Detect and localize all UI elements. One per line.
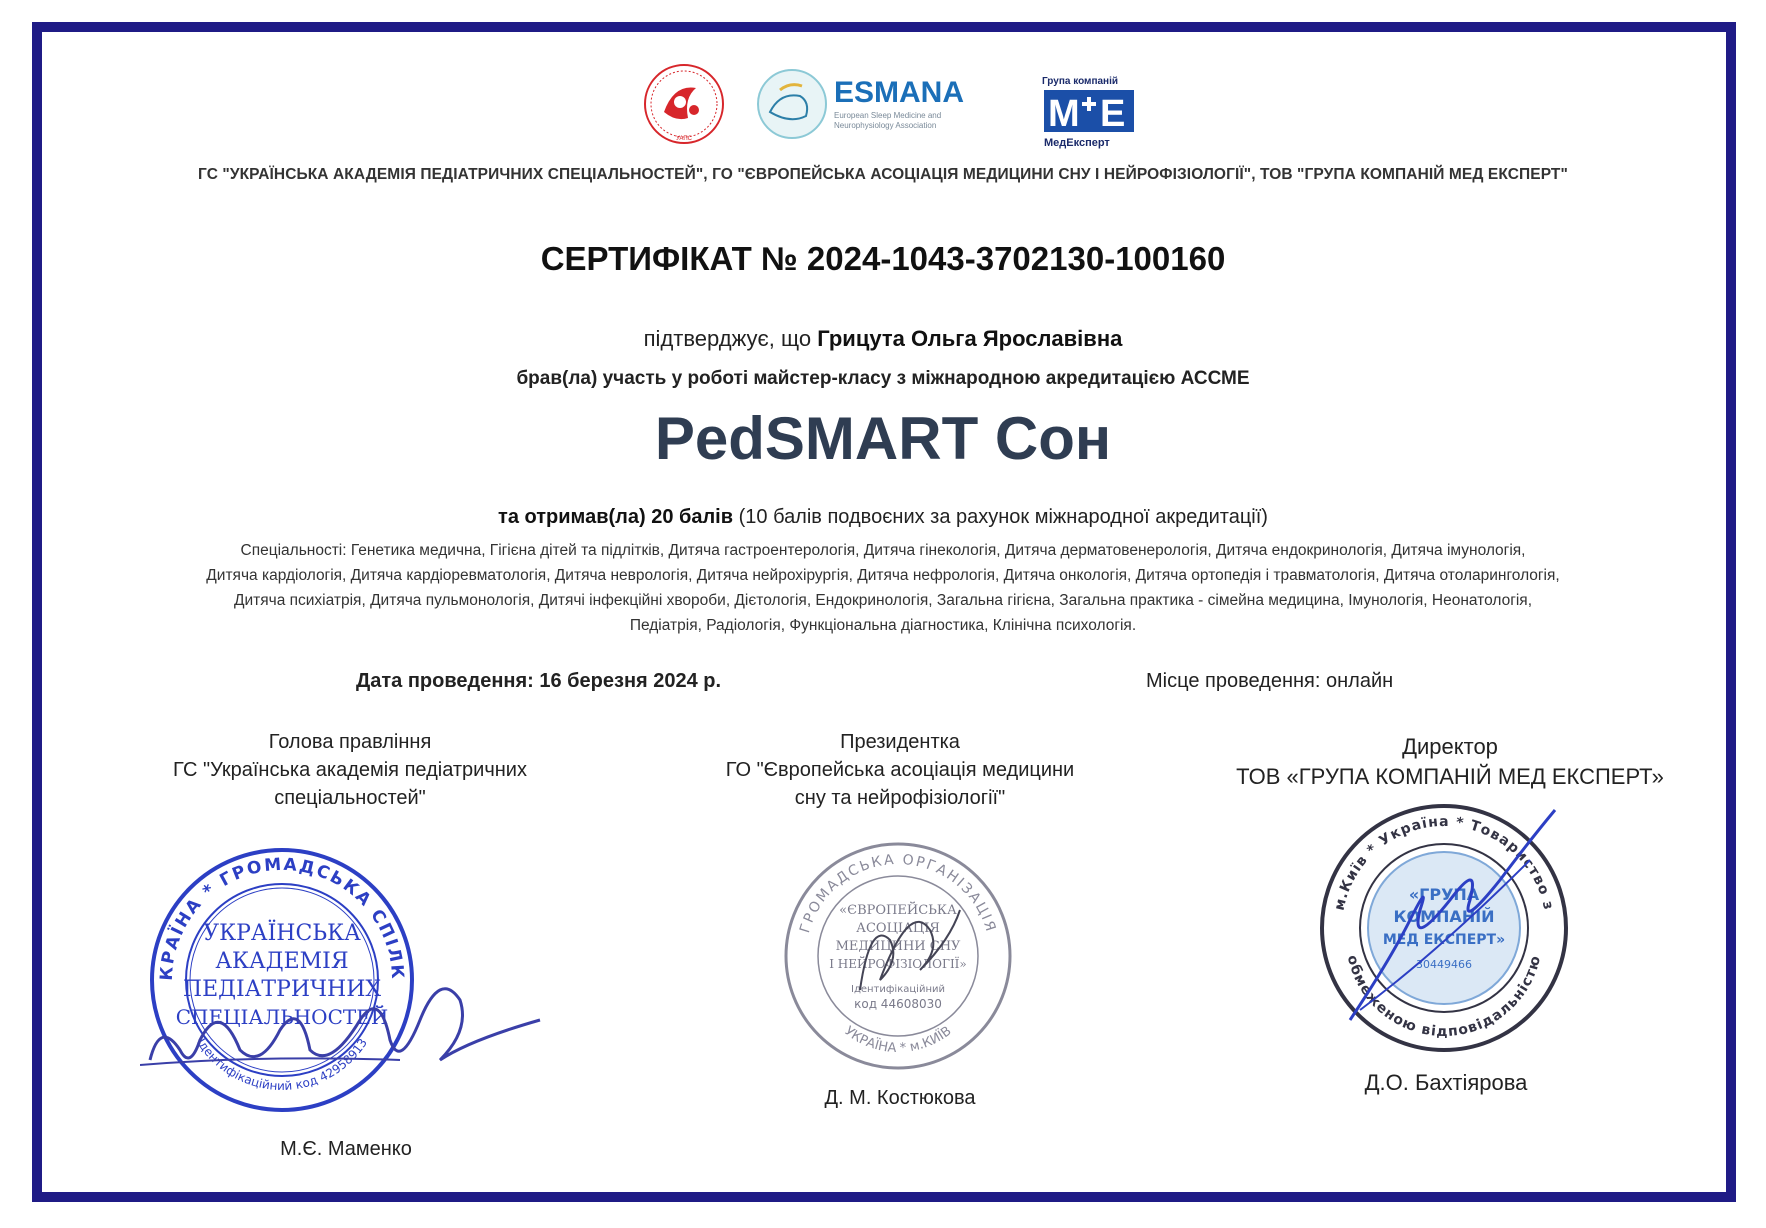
- svg-text:М: М: [1048, 93, 1080, 135]
- signatory-2-title: [640, 728, 1160, 812]
- esmana-subtitle-1: European Sleep Medicine and: [834, 111, 942, 120]
- points-bold: та отримав(ла) 20 балів: [498, 506, 734, 528]
- signatory-2-org-cont: сну та нейрофізіології": [794, 787, 1006, 809]
- signatory-2-position: Президентка: [840, 731, 960, 753]
- seal-1-center: ПЕДІАТРИЧНИХ: [182, 977, 382, 1002]
- svg-text:Е: Е: [1100, 93, 1126, 135]
- certificate-title: СЕРТИФІКАТ № 2024-1043-3702130-100160: [540, 240, 1226, 277]
- medexpert-logo: [1042, 76, 1134, 149]
- seal-1-center: АКАДЕМІЯ: [215, 949, 349, 974]
- esmana-title: ESMANA: [834, 76, 965, 109]
- seal-1-ring-top: КРАЇНА * ГРОМАДСЬКА СПІЛК: [156, 854, 408, 982]
- seal-3-ring-bottom: обмеженою відповідальністю: [1343, 953, 1545, 1041]
- seal-3-center: КОМПАНІЙ: [1393, 907, 1495, 926]
- signature-3: [1330, 800, 1570, 1040]
- medexpert-bottom: МедЕксперт: [1044, 137, 1110, 149]
- signatory-2-name: Д. М. Костюкова: [824, 1087, 976, 1109]
- organizations-line: ГС "УКРАЇНСЬКА АКАДЕМІЯ ПЕДІАТРИЧНИХ СПЕЦІАЛЬНОСТЕЙ", ГО "ЄВРОПЕЙСЬКА АСОЦІАЦІЯ МЕДИЦИНИ СНУ І НЕЙРОФІЗІОЛОГІЇ", ТОВ "ГРУПА КОМПАНІЙ МЕД ЕКСПЕРТ": [198, 166, 1568, 183]
- seal-2-ring-bottom: УКРАЇНА * м.КИЇВ: [841, 1023, 955, 1057]
- signature-1: [140, 960, 560, 1090]
- confirm-prefix: підтверджує, що: [643, 326, 812, 351]
- specialties-line: Дитяча кардіологія, Дитяча кардіоревматологія, Дитяча неврологія, Дитяча нейрохірургія, Дитяча нефрологія, Дитяча онкологія, Дитяча ортопедія і травматологія, Дитяча отоларингологія,: [206, 567, 1560, 584]
- recipient-name: Грицута Ольга Ярославівна: [817, 326, 1123, 351]
- seal-3-code: 30449466: [1416, 958, 1472, 971]
- seal-2-center: І НЕЙРОФІЗІОЛОГІЇ»: [829, 957, 967, 971]
- seal-2-ring-top: ГРОМАДСЬКА ОРГАНІЗАЦІЯ: [797, 851, 999, 935]
- seal-2-code: код 44608030: [854, 997, 942, 1011]
- signatory-1-name: М.Є. Маменко: [280, 1138, 412, 1160]
- signatory-3-name: Д.О. Бахтіярова: [1364, 1070, 1528, 1095]
- seal-2-center: «ЄВРОПЕЙСЬКА: [839, 903, 957, 918]
- seal-3-center: МЕД ЕКСПЕРТ»: [1382, 932, 1506, 948]
- specialties-line: Спеціальності: Генетика медична, Гігієна дітей та підлітків, Дитяча гастроентерологія, Дитяча гінекологія, Дитяча дерматовенерологія, Дитяча ендокринологія, Дитяча імунологія,: [240, 542, 1526, 559]
- specialties-line: Дитяча психіатрія, Дитяча пульмонологія, Дитячі інфекційні хвороби, Дієтологія, Ендокринологія, Загальна гігієна, Загальна практика - сімейна медицина, Імунологія, Неонатологія,: [233, 592, 1533, 609]
- participation-line: брав(ла) участь у роботі майстер-класу з міжнародною акредитацією АССМЕ: [516, 368, 1250, 389]
- seal-2-code-label: Ідентифікаційний: [851, 984, 945, 995]
- points-line: [0, 506, 1766, 529]
- uaps-logo-text: УАПС: [676, 136, 692, 142]
- event-place: Місце проведення: онлайн: [1146, 670, 1394, 692]
- esmana-logo: [758, 70, 964, 138]
- points-rest: (10 балів подвоєних за рахунок міжнародної акредитації): [733, 506, 1268, 528]
- course-name: PedSMART Сон: [654, 405, 1112, 472]
- signatory-3-org: ТОВ «ГРУПА КОМПАНІЙ МЕД ЕКСПЕРТ»: [1236, 764, 1664, 789]
- specialties: [100, 538, 1666, 638]
- signatory-1-position: Голова правління: [268, 731, 432, 753]
- seal-1-ring-bottom: Ідентифікаційний код 42958913: [193, 1035, 371, 1094]
- seal-2-center: МЕДИЦИНИ СНУ: [835, 939, 961, 954]
- seal-3-center: «ГРУПА: [1408, 885, 1480, 904]
- signatory-3-title: [1200, 732, 1700, 792]
- signatory-1-org-cont: спеціальностей": [274, 787, 426, 809]
- seal-2-center: АСОЦІАЦІЯ: [856, 921, 940, 936]
- confirm-line: [0, 326, 1766, 352]
- seal-3-ring-top: м.Київ * Україна * Товариство з: [1331, 813, 1557, 912]
- signatory-1-org: ГС "Українська академія педіатричних: [173, 759, 527, 781]
- signatory-3-position: Директор: [1402, 734, 1498, 759]
- signatory-2-org: ГО "Європейська асоціація медицини: [725, 759, 1075, 781]
- medexpert-top: Група компаній: [1042, 76, 1119, 87]
- seal-1-center: УКРАЇНСЬКА: [203, 921, 361, 946]
- partner-logos: [640, 62, 1160, 152]
- signatory-1-title: [100, 728, 600, 812]
- svg-text:УКРАЇНА * м.КИЇВ: [842, 1024, 955, 1056]
- esmana-subtitle-2: Neurophysiology Association: [834, 121, 937, 130]
- uaps-logo: [645, 65, 723, 143]
- event-date: Дата проведення: 16 березня 2024 р.: [356, 670, 722, 692]
- signature-2: [840, 880, 980, 1020]
- logo-row: [640, 62, 1160, 152]
- seal-1-center: СПЕЦІАЛЬНОСТЕЙ: [175, 1005, 389, 1029]
- specialties-line: Педіатрія, Радіологія, Функціональна діагностика, Клінічна психологія.: [629, 617, 1137, 634]
